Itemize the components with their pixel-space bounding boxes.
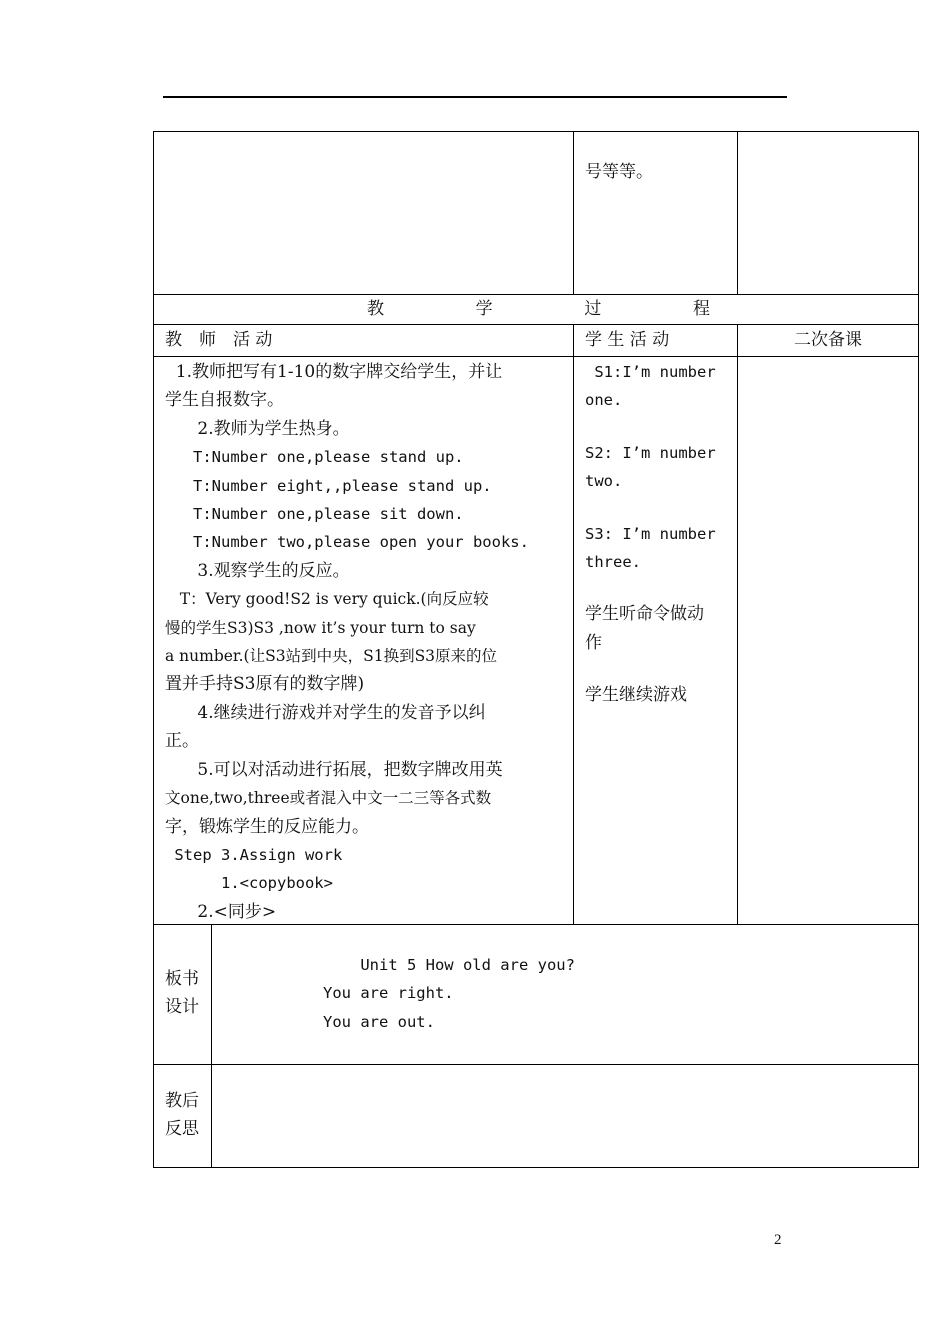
reflection-label-line: 反思 [165, 1119, 199, 1140]
student-line: three. [585, 553, 641, 572]
teacher-line: 文one,two,three或者混入中文一二三等各式数 [165, 789, 492, 808]
student-line: 学生继续游戏 [585, 685, 687, 706]
board-line: You are out. [267, 1012, 435, 1031]
student-line: S3: I’m number [585, 524, 716, 543]
board-label-line: 设计 [165, 997, 199, 1018]
process-title [154, 295, 918, 324]
student-line: S2: I’m number [585, 443, 716, 462]
top-cell-2 [574, 132, 738, 294]
board-line: Unit 5 How old are you? [267, 956, 575, 974]
teacher-line: T：Very good!S2 is very quick.(向反应较 [165, 590, 489, 609]
header-notes: 二次备课 [794, 330, 862, 350]
board-label-line: 板书 [165, 969, 199, 989]
teacher-line: 字，锻炼学生的反应能力。 [165, 816, 369, 837]
header-row [154, 325, 918, 357]
process-title-char: 过 [584, 299, 602, 319]
teacher-line: 1.<copybook> [165, 874, 333, 893]
student-line: one. [585, 391, 623, 410]
header-teacher: 教 师 活 动 [154, 325, 574, 356]
page-number: 2 [774, 1232, 782, 1248]
teacher-line: 4.继续进行游戏并对学生的发音予以纠 [165, 702, 486, 723]
student-line [585, 657, 737, 681]
student-line: two. [585, 472, 623, 491]
student-line [585, 415, 737, 439]
teacher-line: 2.<同步> [165, 901, 277, 922]
top-cell-3 [738, 132, 918, 294]
student-line: 学生听命令做动 [585, 604, 704, 625]
process-title-char: 程 [692, 299, 710, 319]
process-title-row [154, 295, 918, 325]
teacher-line: 正。 [165, 731, 199, 752]
student-line: S1:I’m number [585, 363, 716, 381]
teacher-line: 5.可以对活动进行拓展，把数字牌改用英 [165, 759, 503, 780]
header-student: 学 生 活 动 [574, 325, 738, 356]
top-cell-1 [154, 132, 574, 294]
teacher-line: 3.观察学生的反应。 [165, 560, 350, 581]
teacher-line: Step 3.Assign work [165, 845, 343, 864]
reflection-row [154, 1065, 918, 1167]
teacher-line: 慢的学生S3)S3 ,now it’s your turn to say [165, 618, 476, 637]
board-line: You are right. [267, 984, 454, 1003]
teacher-line: T:Number eight,,please stand up. [165, 476, 492, 495]
board-design-row [154, 925, 918, 1065]
teacher-line: a number.(让S3站到中央，S1换到S3原来的位 [165, 647, 498, 666]
board-design-label [154, 925, 212, 1064]
student-activity [574, 357, 738, 924]
reflection-label [154, 1065, 212, 1167]
main-row [154, 357, 918, 925]
board-design-content [212, 925, 918, 1064]
student-line: 作 [585, 632, 602, 653]
top-cell-2-text: 号等等。 [585, 162, 653, 182]
header-rule [163, 96, 787, 98]
teacher-line: 学生自报数字。 [165, 390, 284, 411]
reflection-content [212, 1065, 918, 1167]
teacher-line: 2.教师为学生热身。 [165, 418, 350, 439]
notes-cell [738, 357, 918, 924]
process-title-char: 教 [367, 299, 384, 319]
teacher-line: T:Number one,please stand up. [165, 448, 464, 467]
process-title-char: 学 [475, 299, 493, 319]
teacher-activity [154, 357, 574, 924]
teacher-line: 1.教师把写有1-10的数字牌交给学生，并让 [165, 362, 503, 382]
student-line [585, 576, 737, 600]
teacher-line: T:Number two,please open your books. [165, 533, 529, 552]
table-row-top [154, 132, 918, 295]
reflection-label-line: 教后 [165, 1091, 199, 1111]
teacher-line: 置并手持S3原有的数字牌) [165, 674, 365, 695]
student-line [585, 496, 737, 520]
teacher-line: T:Number one,please sit down. [165, 505, 464, 524]
lesson-table [153, 131, 919, 1168]
